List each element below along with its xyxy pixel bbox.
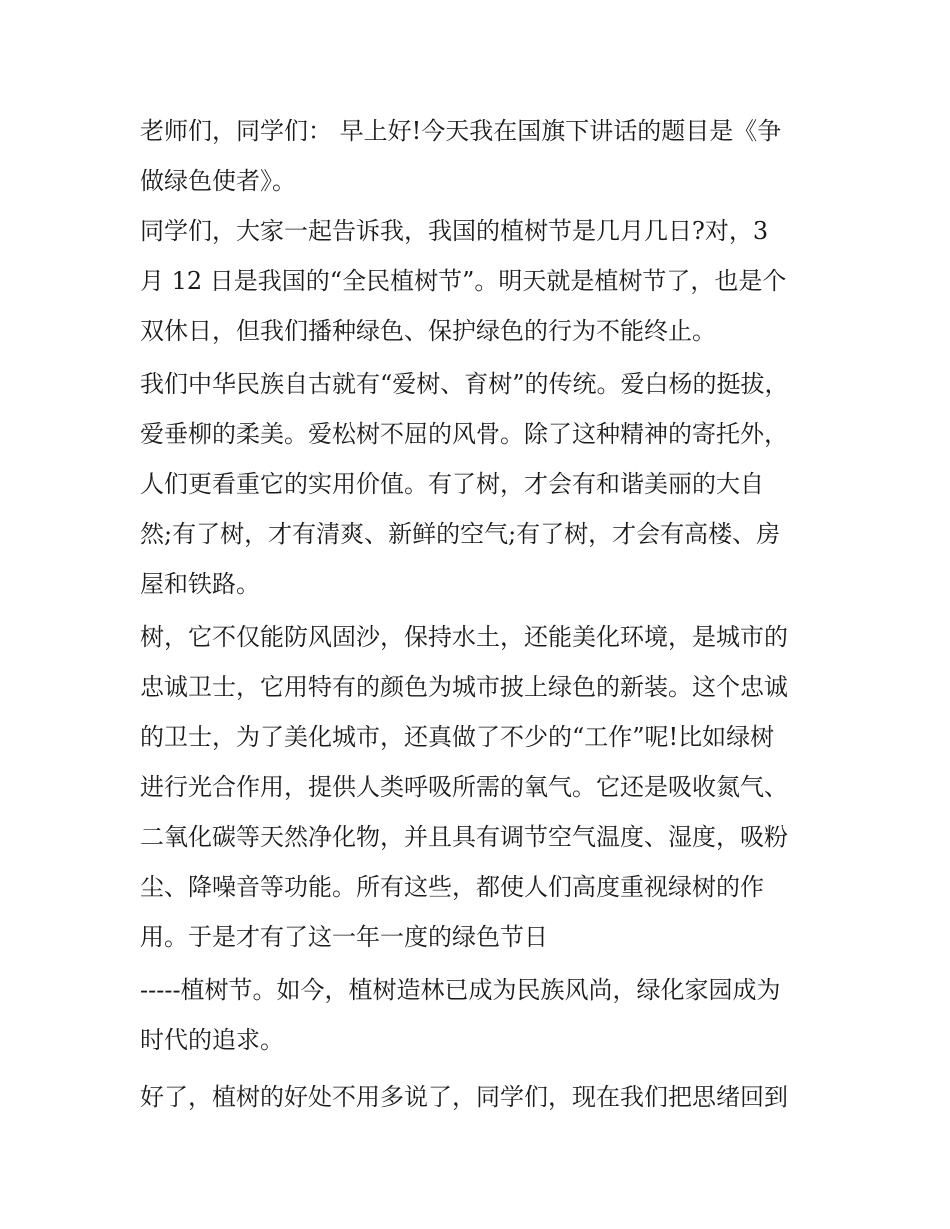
text-line: 用。于是才有了这一年一度的绿色节日 [140,923,548,951]
text-line: 好了，植树的好处不用多说了，同学们，现在我们把思绪回到 [140,1083,788,1111]
text-line: 爱垂柳的柔美。爱松树不屈的风骨。除了这种精神的寄托外， [140,420,788,448]
text-line: 我们中华民族自古就有“爱树、育树”的传统。爱白杨的挺拔， [140,370,789,398]
text-line: 树，它不仅能防风固沙，保持水土，还能美化环境，是城市的 [140,623,788,651]
text-line: 双休日，但我们播种绿色、保护绿色的行为不能终止。 [140,317,716,345]
text-line: 时代的追求。 [140,1026,284,1054]
text-line: -----植树节。如今，植树造林已成为民族风尚，绿化家园成为 [140,976,781,1004]
text-line: 月 12 日是我国的“全民植树节”。明天就是植树节了，也是个 [140,267,787,295]
text-line: 的卫士，为了美化城市，还真做了不少的“工作”呢!比如绿树 [140,723,775,751]
text-line: 忠诚卫士，它用特有的颜色为城市披上绿色的新装。这个忠诚 [140,673,788,701]
text-line: 老师们，同学们： 早上好!今天我在国旗下讲话的题目是《争 [140,117,782,145]
text-line: 进行光合作用，提供人类呼吸所需的氧气。它还是吸收氮气、 [140,773,788,801]
text-line: 屋和铁路。 [140,570,260,598]
text-line: 人们更看重它的实用价值。有了树，才会有和谐美丽的大自 [140,470,764,498]
text-line: 尘、降噪音等功能。所有这些，都使人们高度重视绿树的作 [140,873,764,901]
text-line: 二氧化碳等天然净化物，并且具有调节空气温度、湿度，吸粉 [140,823,788,851]
text-line: 同学们，大家一起告诉我，我国的植树节是几月几日?对，3 [140,217,769,245]
text-line: 做绿色使者》。 [140,167,296,195]
text-line: 然;有了树，才有清爽、新鲜的空气;有了树，才会有高楼、房 [140,520,781,548]
